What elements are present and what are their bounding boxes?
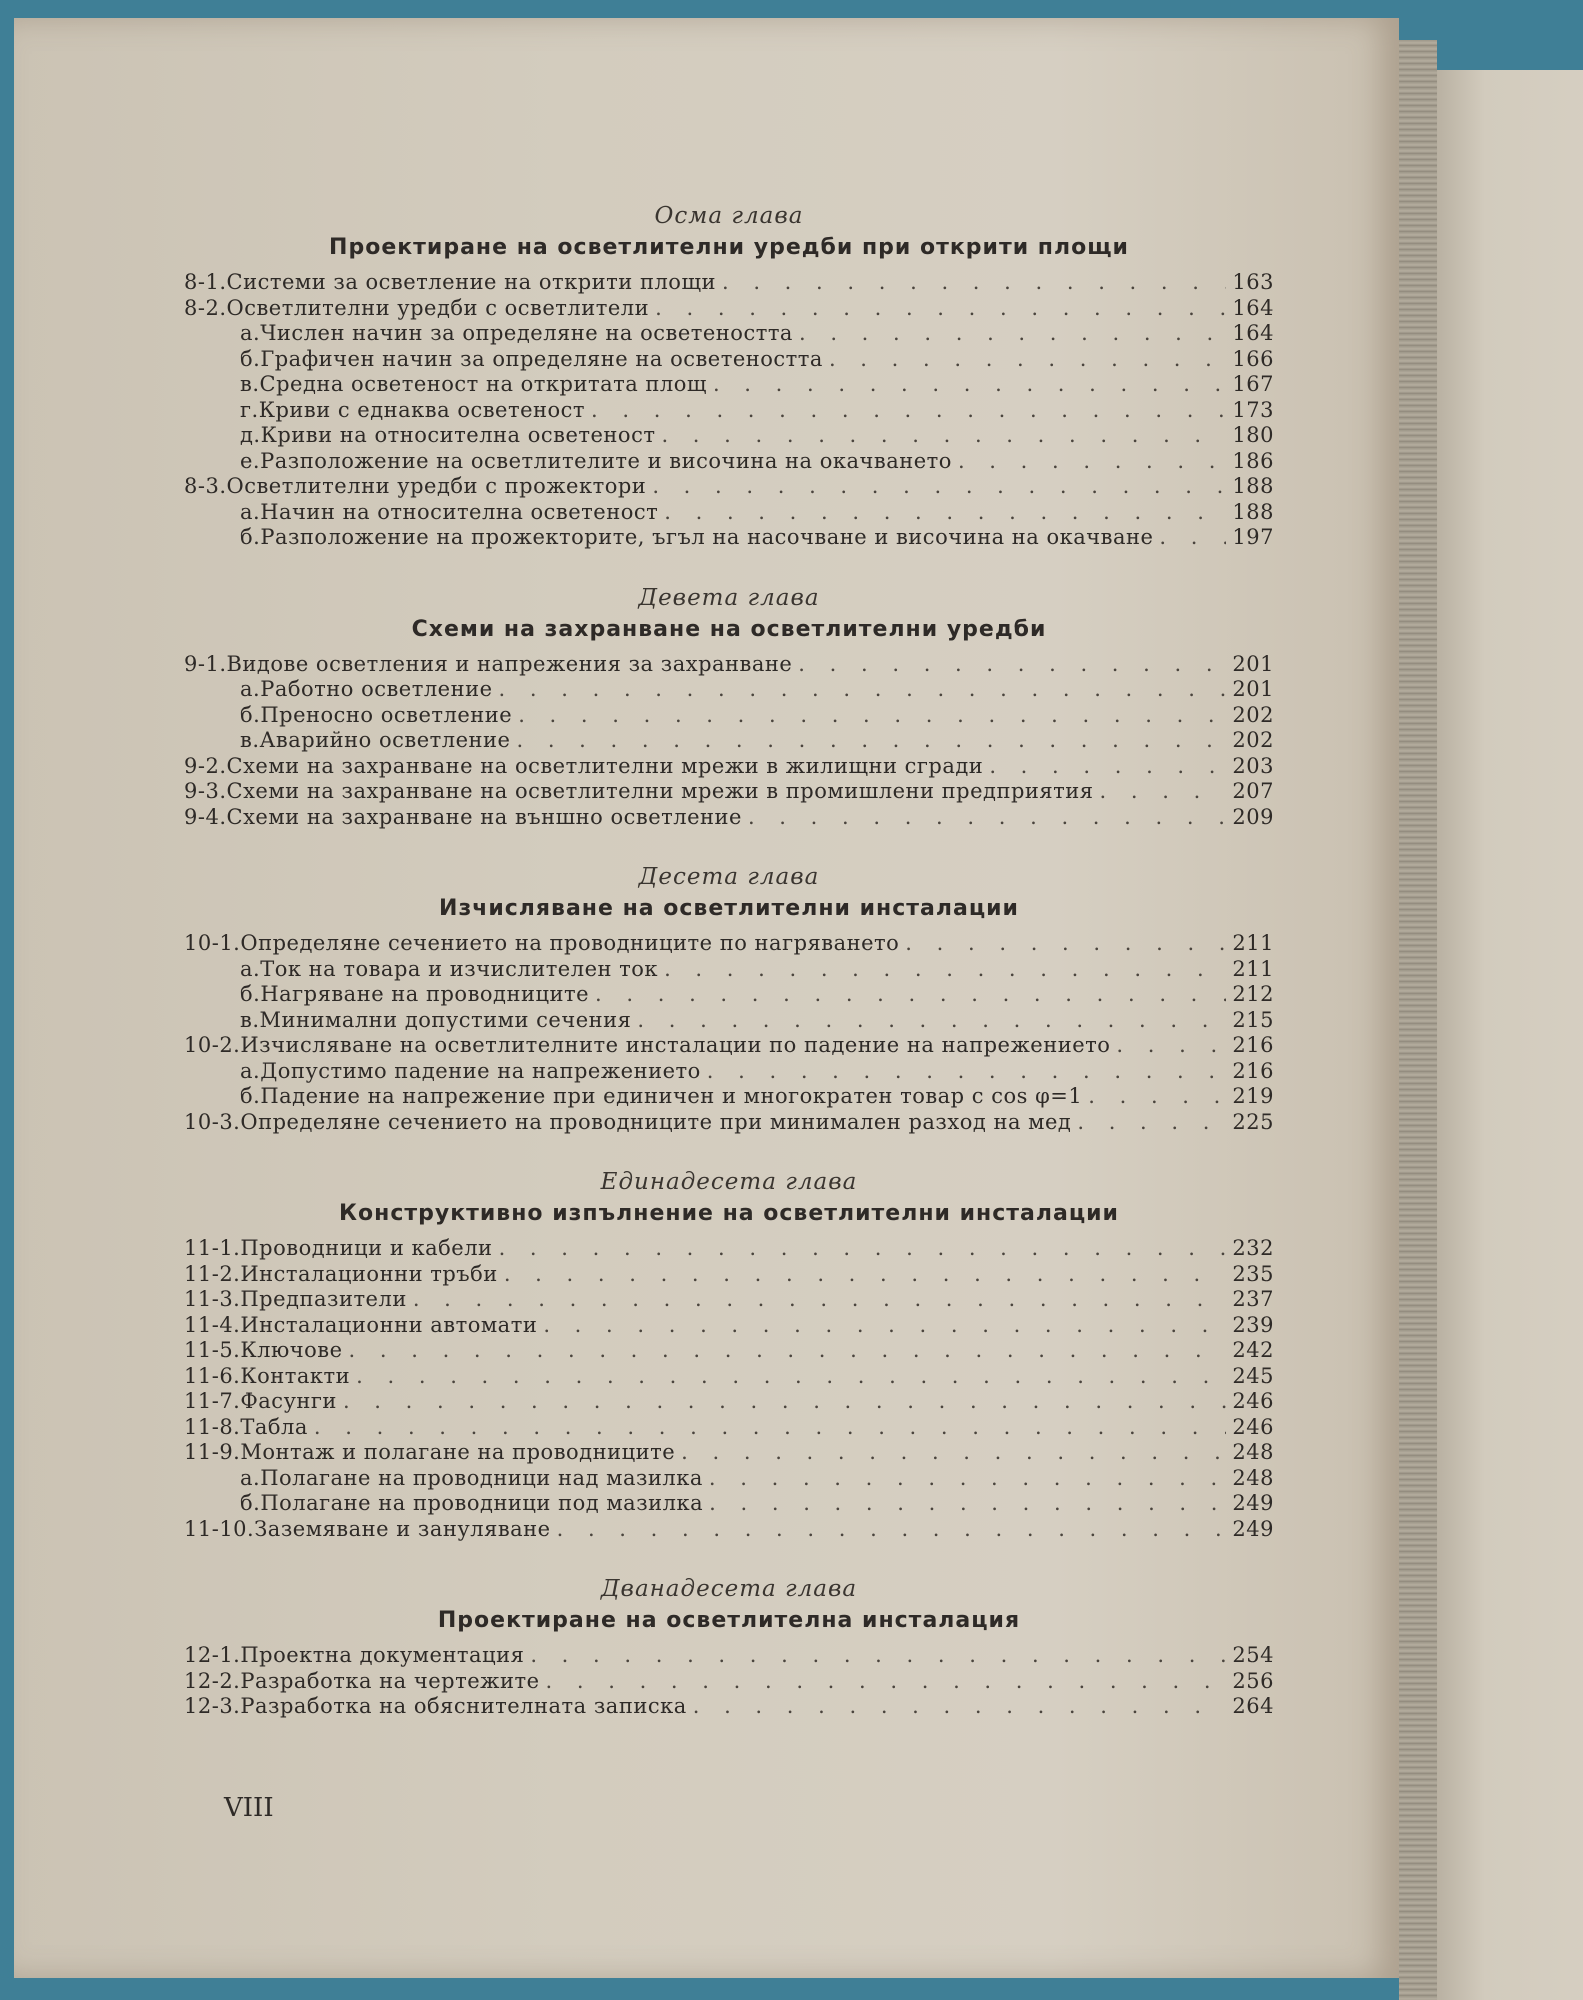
- toc-entry: [184, 703, 1274, 729]
- toc-entry-number: 11-10.: [184, 1516, 255, 1541]
- toc-entry-page: 246: [1232, 1414, 1274, 1439]
- toc-entry-title: Инсталационни тръби: [240, 1261, 498, 1286]
- toc-entry: [184, 957, 1274, 983]
- toc-entry: [184, 1491, 1274, 1517]
- toc-leader-dots: [693, 1694, 1227, 1720]
- toc-entry-title: Проектна документация: [240, 1643, 525, 1667]
- toc-entry-page: 197: [1232, 525, 1274, 549]
- toc-entry-number: б.: [240, 346, 261, 371]
- toc-entry-page: 216: [1232, 1033, 1274, 1057]
- toc-entry-title: Падение на напрежение при единичен и многократен товар с cos φ=1: [260, 1084, 1083, 1108]
- toc-entry: [184, 1694, 1274, 1720]
- toc-leader-dots: [591, 398, 1226, 424]
- toc-entry-number: е.: [240, 448, 261, 473]
- toc-leader-dots: [905, 931, 1226, 957]
- toc-entry-page: 242: [1232, 1338, 1274, 1362]
- toc-entry-number: 10-2.: [184, 1033, 241, 1057]
- toc-entry-page: 209: [1232, 804, 1274, 829]
- toc-entry-number: а.: [240, 677, 261, 701]
- toc-entry: [184, 1389, 1274, 1415]
- toc-entry: [184, 449, 1274, 475]
- toc-leader-dots: [661, 423, 1226, 449]
- toc-entry-number: д.: [240, 423, 261, 447]
- toc-entry-title: Разработка на чертежите: [240, 1668, 540, 1693]
- toc-entry-title: Определяне сечението на проводниците при минимален разход на мед: [240, 1109, 1072, 1134]
- toc-entry-page: 202: [1232, 702, 1274, 727]
- toc-leader-dots: [664, 500, 1226, 526]
- book-page-left: [14, 18, 1399, 1978]
- toc-leader-dots: [530, 1643, 1226, 1669]
- toc-entry: [184, 1236, 1274, 1262]
- toc-entry-page: 264: [1232, 1694, 1274, 1718]
- toc-entry: [184, 372, 1274, 398]
- toc-leader-dots: [1116, 1033, 1226, 1059]
- toc-entry: [184, 652, 1274, 678]
- toc-entry-title: Полагане на проводници над мазилка: [260, 1465, 703, 1490]
- toc-entry-title: Контакти: [240, 1363, 351, 1388]
- toc-leader-dots: [1159, 525, 1226, 551]
- toc-entry: [184, 1466, 1274, 1492]
- toc-entry-page: 248: [1232, 1440, 1274, 1464]
- toc-entry-page: 239: [1232, 1312, 1274, 1337]
- toc-entry-page: 164: [1232, 295, 1274, 320]
- toc-entry: [184, 296, 1274, 322]
- toc-entry-title: Криви с еднаква осветеност: [258, 397, 586, 422]
- toc-entry-title: Системи за осветление на открити площи: [226, 270, 716, 294]
- toc-entry: [184, 1287, 1274, 1313]
- toc-entry-title: Определяне сечението на проводниците по нагряването: [240, 931, 900, 955]
- toc-entry: [184, 1084, 1274, 1110]
- toc-entry-page: 246: [1232, 1389, 1274, 1413]
- chapter-title: Конструктивно изпълнение на осветлителни инсталации: [339, 1201, 1119, 1226]
- toc-leader-dots: [655, 296, 1226, 322]
- toc-entry-page: 254: [1232, 1643, 1274, 1667]
- toc-entry-title: Изчисляване на осветлителните инсталации по падение на напрежението: [240, 1033, 1111, 1057]
- toc-entry-number: 9-4.: [184, 804, 227, 829]
- toc-entry-number: а.: [240, 1465, 261, 1490]
- toc-entry-number: 8-2.: [184, 295, 227, 320]
- toc-entry-page: 201: [1232, 651, 1274, 676]
- toc-entry-title: Табла: [240, 1414, 308, 1439]
- toc-entry-number: в.: [240, 1007, 260, 1032]
- toc-leader-dots: [413, 1287, 1227, 1313]
- toc-leader-dots: [637, 1008, 1226, 1034]
- toc-entry-title: Разработка на обяснителната записка: [240, 1694, 687, 1718]
- toc-entry-title: Средна осветеност на откритата площ: [259, 372, 707, 396]
- toc-entry-title: Нагряване на проводниците: [260, 982, 590, 1006]
- toc-entry-number: 10-1.: [184, 931, 241, 955]
- toc-entry-number: 11-5.: [184, 1338, 241, 1362]
- toc-entry: [184, 1313, 1274, 1339]
- toc-entry-title: Фасунги: [240, 1389, 337, 1413]
- toc-entry-title: Схеми на захранване на осветлителни мрежи в промишлени предприятия: [226, 779, 1094, 803]
- toc-leader-dots: [709, 1491, 1226, 1517]
- book-spine: [1399, 40, 1437, 2000]
- toc-entry-number: а.: [240, 321, 261, 345]
- toc-entry-page: 235: [1232, 1261, 1274, 1286]
- toc-entry: [184, 321, 1274, 347]
- toc-leader-dots: [343, 1389, 1226, 1415]
- toc-entry-title: Заземяване и зануляване: [254, 1516, 551, 1541]
- toc-entry-number: в.: [240, 728, 260, 752]
- toc-entry: [184, 423, 1274, 449]
- chapter-section: [184, 1169, 1274, 1542]
- toc-leader-dots: [713, 372, 1226, 398]
- toc-leader-dots: [748, 805, 1226, 831]
- toc-leader-dots: [989, 754, 1226, 780]
- toc-entry-title: Полагане на проводници под мазилка: [260, 1491, 704, 1515]
- chapter-label: Единадесета глава: [600, 1169, 858, 1195]
- chapter-section: [184, 585, 1274, 831]
- toc-entry-number: 11-6.: [184, 1363, 241, 1388]
- toc-entry: [184, 728, 1274, 754]
- toc-entry: [184, 1517, 1274, 1543]
- toc-entry-number: 11-4.: [184, 1312, 241, 1337]
- toc-entry: [184, 1008, 1274, 1034]
- toc-entry-number: 11-2.: [184, 1261, 241, 1286]
- toc-entry-title: Осветлителни уредби с прожектори: [226, 474, 647, 498]
- chapter-label: Осма глава: [654, 203, 804, 229]
- toc-entry-page: 202: [1232, 728, 1274, 752]
- toc-entry-number: а.: [240, 1058, 261, 1083]
- toc-entry: [184, 677, 1274, 703]
- toc-leader-dots: [681, 1440, 1226, 1466]
- toc-entry-number: 11-7.: [184, 1389, 241, 1413]
- toc-entry-number: 11-1.: [184, 1236, 241, 1260]
- toc-entry: [184, 525, 1274, 551]
- toc-entry-number: б.: [240, 982, 261, 1006]
- toc-entry: [184, 1364, 1274, 1390]
- toc-entry-number: в.: [240, 372, 260, 396]
- toc-leader-dots: [349, 1338, 1227, 1364]
- toc-entry-page: 249: [1232, 1491, 1274, 1515]
- toc-entry-number: а.: [240, 499, 261, 524]
- toc-entry-page: 173: [1232, 397, 1274, 422]
- toc-entry-title: Криви на относителна осветеност: [260, 423, 656, 447]
- toc-leader-dots: [709, 1466, 1227, 1492]
- toc-leader-dots: [1088, 1084, 1226, 1110]
- toc-entry-title: Осветлителни уредби с осветлители: [226, 295, 650, 320]
- toc-entry-page: 188: [1232, 499, 1274, 524]
- toc-entry-title: Преносно осветление: [260, 702, 513, 727]
- toc-entry-page: 245: [1232, 1363, 1274, 1388]
- toc-entry-page: 237: [1232, 1287, 1274, 1311]
- toc-entry-page: 167: [1232, 372, 1274, 396]
- toc-entry-number: а.: [240, 956, 261, 981]
- toc-leader-dots: [518, 703, 1226, 729]
- toc-entry-page: 219: [1232, 1084, 1274, 1108]
- toc-leader-dots: [499, 1236, 1227, 1262]
- toc-entry-page: 207: [1232, 779, 1274, 803]
- toc-leader-dots: [314, 1415, 1227, 1441]
- toc-leader-dots: [557, 1517, 1227, 1543]
- toc-entry-title: Разположение на осветлителите и височина на окачването: [260, 448, 952, 473]
- toc-leader-dots: [798, 652, 1226, 678]
- toc-entry-title: Разположение на прожекторите, ъгъл на насочване и височина на окачване: [260, 525, 1154, 549]
- toc-entry: [184, 474, 1274, 500]
- chapter-label: Дванадесета глава: [600, 1576, 858, 1602]
- toc-entry-page: 163: [1232, 270, 1274, 294]
- book-page-right: [1437, 70, 1583, 2000]
- toc-entry-page: 248: [1232, 1465, 1274, 1490]
- toc-entry-title: Ток на товара и изчислителен ток: [260, 956, 659, 981]
- toc-entry-page: 180: [1232, 423, 1274, 447]
- toc-entry-number: 12-2.: [184, 1668, 241, 1693]
- toc-entry-number: 9-2.: [184, 753, 227, 778]
- toc-entry-number: 9-1.: [184, 651, 227, 676]
- toc-leader-dots: [958, 449, 1226, 475]
- toc-entry-number: б.: [240, 702, 261, 727]
- toc-entry-number: 11-3.: [184, 1287, 241, 1311]
- toc-entry-title: Числен начин за определяне на осветеността: [260, 321, 793, 345]
- toc-entry: [184, 1643, 1274, 1669]
- toc-entry-title: Видове осветления и напрежения за захранване: [226, 651, 793, 676]
- toc-entry-number: 11-8.: [184, 1414, 241, 1439]
- toc-entry: [184, 1415, 1274, 1441]
- toc-leader-dots: [1077, 1110, 1226, 1136]
- toc-entry-title: Предпазители: [240, 1287, 407, 1311]
- toc-entry: [184, 779, 1274, 805]
- toc-entry-number: 8-3.: [184, 474, 227, 498]
- chapter-section: [184, 203, 1274, 551]
- toc-entry: [184, 1059, 1274, 1085]
- chapter-section: [184, 864, 1274, 1135]
- toc-entry-page: 166: [1232, 346, 1274, 371]
- toc-leader-dots: [829, 347, 1226, 373]
- toc-entry-title: Ключове: [240, 1338, 343, 1362]
- toc-entry-number: 8-1.: [184, 270, 227, 294]
- toc-entry-page: 186: [1232, 448, 1274, 473]
- toc-leader-dots: [516, 728, 1226, 754]
- toc-entry: [184, 500, 1274, 526]
- toc-entry-title: Минимални допустими сечения: [259, 1007, 632, 1032]
- toc-entry-number: б.: [240, 1084, 261, 1108]
- toc-entry-page: 201: [1232, 677, 1274, 701]
- toc-entry: [184, 270, 1274, 296]
- toc-entry: [184, 1338, 1274, 1364]
- toc-entry-number: б.: [240, 525, 261, 549]
- toc-entry: [184, 931, 1274, 957]
- toc-entry: [184, 982, 1274, 1008]
- toc-entry-title: Проводници и кабели: [240, 1236, 493, 1260]
- toc-entry-page: 164: [1232, 321, 1274, 345]
- toc-entry-page: 188: [1232, 474, 1274, 498]
- chapter-title: Схеми на захранване на осветлителни уредби: [411, 616, 1047, 642]
- toc-entry: [184, 1440, 1274, 1466]
- toc-entry: [184, 1262, 1274, 1288]
- toc-entry: [184, 754, 1274, 780]
- toc-entry-number: 12-3.: [184, 1694, 241, 1718]
- toc-entry-page: 249: [1232, 1516, 1274, 1541]
- toc-leader-dots: [356, 1364, 1226, 1390]
- toc-leader-dots: [707, 1059, 1227, 1085]
- toc-entry-title: Начин на относителна осветеност: [260, 499, 659, 524]
- toc-entry-number: г.: [240, 397, 259, 422]
- toc-entry-page: 225: [1232, 1109, 1274, 1134]
- toc-entry-number: б.: [240, 1491, 261, 1515]
- toc-entry: [184, 347, 1274, 373]
- chapter-section: [184, 1576, 1274, 1720]
- toc-entry-title: Монтаж и полагане на проводниците: [240, 1440, 676, 1464]
- toc-entry-title: Аварийно осветление: [259, 728, 511, 752]
- toc-entry-title: Схеми на захранване на външно осветление: [226, 804, 742, 829]
- toc-entry-title: Графичен начин за определяне на осветеността: [260, 346, 823, 371]
- toc-entry-page: 256: [1232, 1668, 1274, 1693]
- toc-entry-page: 216: [1232, 1058, 1274, 1083]
- toc-leader-dots: [543, 1313, 1226, 1339]
- toc-entry-page: 212: [1232, 982, 1274, 1006]
- chapter-title: Изчисляване на осветлителни инсталации: [439, 896, 1019, 921]
- toc-entry: [184, 805, 1274, 831]
- toc-leader-dots: [1100, 779, 1227, 805]
- toc-leader-dots: [664, 957, 1226, 983]
- page-number: VIII: [224, 1793, 274, 1823]
- toc-leader-dots: [799, 321, 1226, 347]
- chapter-label: Десета глава: [638, 864, 820, 890]
- toc-entry: [184, 1110, 1274, 1136]
- toc-entry-title: Работно осветление: [260, 677, 493, 701]
- toc-entry-number: 10-3.: [184, 1109, 241, 1134]
- table-of-contents: [184, 203, 1274, 1754]
- toc-leader-dots: [722, 270, 1226, 296]
- toc-entry-page: 211: [1232, 931, 1274, 955]
- chapter-title: Проектиране на осветлителни уредби при открити площи: [329, 235, 1129, 260]
- chapter-label: Девета глава: [638, 584, 820, 611]
- toc-entry: [184, 1669, 1274, 1695]
- toc-entry-number: 9-3.: [184, 779, 227, 803]
- toc-entry-title: Допустимо падение на напрежението: [260, 1058, 701, 1083]
- toc-entry-title: Инсталационни автомати: [240, 1312, 538, 1337]
- toc-entry-page: 211: [1232, 956, 1274, 981]
- toc-leader-dots: [595, 982, 1226, 1008]
- toc-entry-page: 215: [1232, 1007, 1274, 1032]
- toc-leader-dots: [652, 474, 1226, 500]
- toc-entry-page: 203: [1232, 753, 1274, 778]
- chapter-title: Проектиране на осветлителна инсталация: [437, 1608, 1021, 1633]
- toc-entry: [184, 1033, 1274, 1059]
- toc-leader-dots: [504, 1262, 1227, 1288]
- toc-entry-number: 12-1.: [184, 1643, 241, 1667]
- toc-entry: [184, 398, 1274, 424]
- toc-entry-page: 232: [1232, 1236, 1274, 1260]
- toc-leader-dots: [499, 677, 1227, 703]
- toc-entry-number: 11-9.: [184, 1440, 241, 1464]
- toc-entry-title: Схеми на захранване на осветлителни мрежи в жилищни сгради: [226, 753, 984, 778]
- toc-leader-dots: [546, 1669, 1227, 1695]
